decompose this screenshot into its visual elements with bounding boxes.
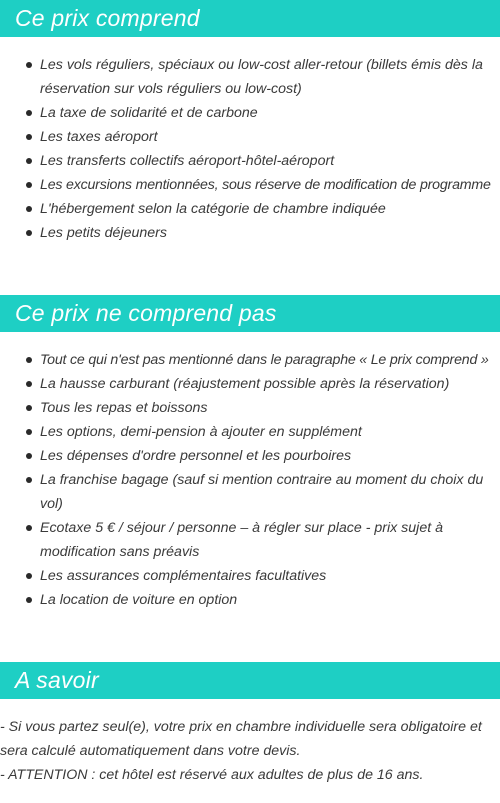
bullet-icon — [26, 573, 32, 579]
bullet-icon — [26, 405, 32, 411]
not-included-list — [0, 348, 500, 612]
list-item — [0, 588, 500, 612]
list-item-text: Les petits déjeuners — [40, 225, 167, 241]
section-title-included: Ce prix comprend — [15, 5, 200, 31]
bullet-icon — [26, 230, 32, 236]
list-item-text: L'hébergement selon la catégorie de chambre indiquée — [40, 201, 386, 217]
list-item-text: Les taxes aéroport — [40, 129, 158, 145]
bullet-icon — [26, 158, 32, 164]
list-item — [0, 221, 500, 245]
bullet-icon — [26, 381, 32, 387]
list-item-text: Tout ce qui n'est pas mentionné dans le paragraphe « Le prix comprend » — [40, 352, 489, 368]
section-title-a-savoir: A savoir — [15, 667, 99, 693]
notes-block — [0, 715, 500, 787]
bullet-icon — [26, 477, 32, 483]
bullet-icon — [26, 597, 32, 603]
list-item-text: Les vols réguliers, spéciaux ou low-cost aller-retour (billets émis dès la réservation sur vols réguliers ou low-cost) — [40, 57, 483, 97]
list-item-text: Les options, demi-pension à ajouter en supplément — [40, 424, 362, 440]
list-item-text: Les excursions mentionnées, sous réserve de modification de programme — [40, 177, 491, 193]
bullet-icon — [26, 62, 32, 68]
list-item — [0, 149, 500, 173]
bullet-icon — [26, 206, 32, 212]
bullet-icon — [26, 525, 32, 531]
list-item — [0, 516, 500, 564]
list-item — [0, 53, 500, 101]
list-item — [0, 372, 500, 396]
bullet-icon — [26, 134, 32, 140]
list-item — [0, 396, 500, 420]
list-item — [0, 444, 500, 468]
bullet-icon — [26, 357, 32, 363]
bullet-icon — [26, 182, 32, 188]
list-item-text: La taxe de solidarité et de carbone — [40, 105, 258, 121]
list-item-text: Tous les repas et boissons — [40, 400, 208, 416]
list-item — [0, 197, 500, 221]
list-item-text: Ecotaxe 5 € / séjour / personne – à régler sur place - prix sujet à modification sans préavis — [40, 520, 443, 560]
list-item-text: Les assurances complémentaires facultatives — [40, 568, 327, 584]
list-item-text: La franchise bagage (sauf si mention contraire au moment du choix du vol) — [40, 472, 484, 512]
bullet-icon — [26, 429, 32, 435]
section-title-not-included: Ce prix ne comprend pas — [15, 300, 277, 326]
included-list — [0, 53, 500, 245]
list-item — [0, 348, 500, 372]
section-header-included — [0, 0, 500, 37]
section-header-not-included — [0, 295, 500, 332]
list-item — [0, 101, 500, 125]
note-text: - ATTENTION : cet hôtel est réservé aux adultes de plus de 16 ans. — [0, 767, 424, 783]
section-header-a-savoir — [0, 662, 500, 699]
list-item — [0, 468, 500, 516]
list-item-text: Les transferts collectifs aéroport-hôtel-aéroport — [40, 153, 335, 169]
list-item-text: La hausse carburant (réajustement possible après la réservation) — [40, 376, 450, 392]
list-item — [0, 564, 500, 588]
list-item — [0, 125, 500, 149]
list-item — [0, 420, 500, 444]
bullet-icon — [26, 110, 32, 116]
list-item-text: La location de voiture en option — [40, 592, 238, 608]
list-item — [0, 173, 500, 197]
note-text: - Si vous partez seul(e), votre prix en chambre individuelle sera obligatoire et sera calculé automatiquement dans votre devis. — [0, 719, 482, 759]
list-item-text: Les dépenses d'ordre personnel et les pourboires — [40, 448, 352, 464]
bullet-icon — [26, 453, 32, 459]
